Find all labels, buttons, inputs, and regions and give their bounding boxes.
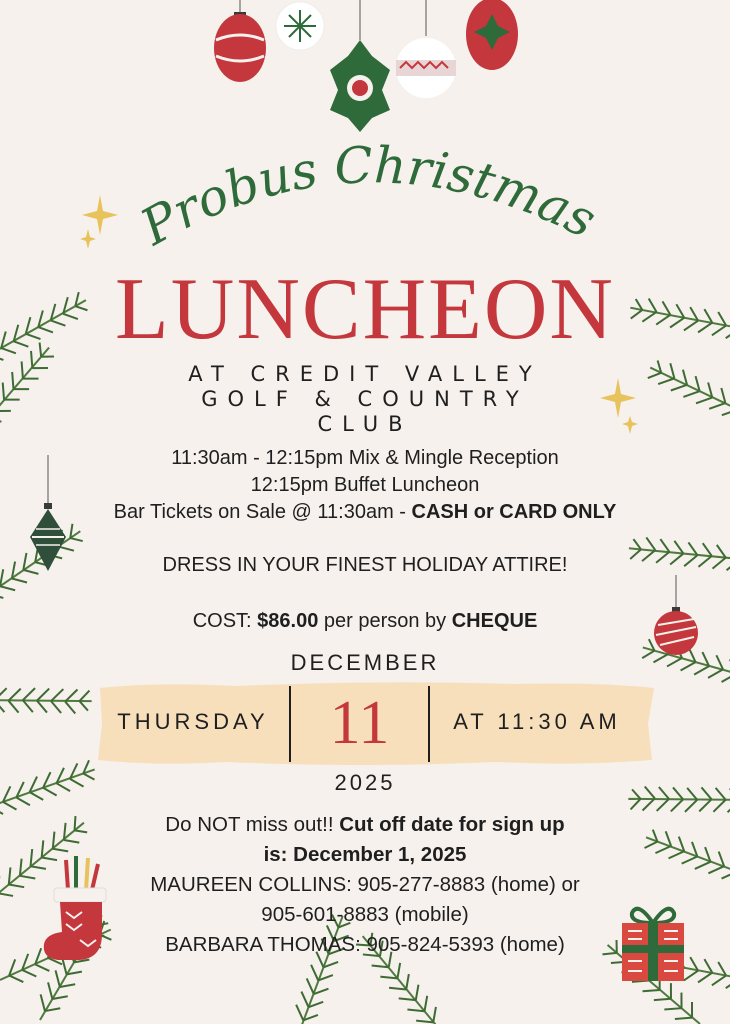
signup-prefix: Do NOT miss out!! xyxy=(165,813,340,836)
contact-line-1: MAUREEN COLLINS: 905-277-8883 (home) or xyxy=(150,873,580,896)
schedule-block xyxy=(0,445,730,526)
cost-amount: $86.00 xyxy=(257,610,319,632)
date-day: 11 xyxy=(329,689,390,757)
cost-label: COST: xyxy=(192,610,258,632)
signup-bold-1: Cut off date for sign up xyxy=(339,813,565,836)
white-ornament-icon xyxy=(396,0,456,98)
signup-line-1 xyxy=(0,810,730,840)
date-time: AT 11:30 AM xyxy=(453,709,621,734)
red-ornament-right-icon xyxy=(466,0,518,70)
contact-line-3: BARBARA THOMAS: 905-824-5393 (home) xyxy=(165,933,565,956)
headline: LUNCHEON xyxy=(115,261,615,358)
svg-text:Probus Christmas xyxy=(130,136,605,257)
schedule-line-1: 11:30am - 12:15pm Mix & Mingle Reception xyxy=(171,447,559,469)
contact-line-2: 905-601-8883 (mobile) xyxy=(261,903,469,926)
date-weekday: THURSDAY xyxy=(117,709,269,734)
date-year: 2025 xyxy=(334,770,396,795)
green-ornament-icon xyxy=(330,0,390,132)
hanging-ornaments-decoration xyxy=(200,0,530,140)
schedule-line-3 xyxy=(0,499,730,526)
signup-block xyxy=(0,810,730,960)
script-title: Probus Christmas xyxy=(131,136,606,257)
ornament-icon xyxy=(214,0,266,82)
snowflake-ornament-icon xyxy=(276,2,324,50)
signup-line-2 xyxy=(0,840,730,870)
venue-line-3: CLUB xyxy=(317,412,413,436)
date-month: DECEMBER xyxy=(290,650,440,675)
cost-middle: per person by xyxy=(318,610,452,632)
venue-line-2: GOLF & COUNTRY xyxy=(201,387,529,411)
schedule-line-2: 12:15pm Buffet Luncheon xyxy=(250,474,480,496)
dress-code: DRESS IN YOUR FINEST HOLIDAY ATTIRE! xyxy=(162,554,568,576)
signup-bold-2: is: December 1, 2025 xyxy=(263,843,467,866)
cost-line xyxy=(0,608,730,635)
bar-tickets-text: Bar Tickets on Sale @ 11:30am - xyxy=(113,501,412,523)
cost-method: CHEQUE xyxy=(451,610,538,632)
payment-method-bold: CASH or CARD ONLY xyxy=(411,501,617,523)
venue-line-1: AT CREDIT VALLEY xyxy=(188,362,542,386)
